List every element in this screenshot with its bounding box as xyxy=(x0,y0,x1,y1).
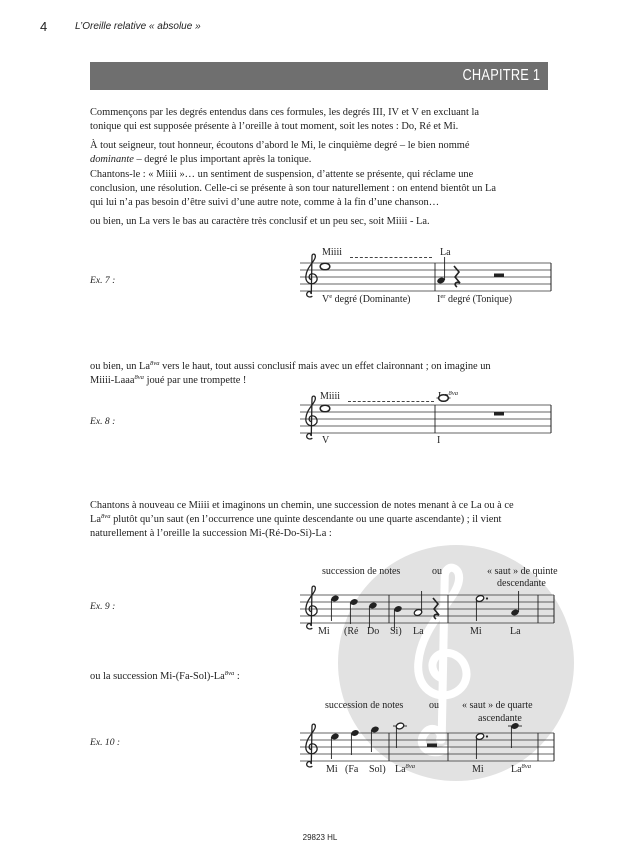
treble-clef-icon xyxy=(306,724,317,767)
staff-lines xyxy=(300,263,551,291)
ex9-above-jump-1: « saut » de quinte xyxy=(487,566,558,577)
text-segment: ou bien, un La xyxy=(90,361,151,372)
note-la-quarter xyxy=(436,257,445,284)
degree-sup: e xyxy=(329,293,333,300)
ex9-above-path: succession de notes xyxy=(322,566,401,577)
paragraph-4: ou bien, un La vers le bas au caractère très conclusif et un peu sec, soit Miiii - La. xyxy=(90,216,430,227)
running-title: L’Oreille relative « absolue » xyxy=(75,21,201,32)
page-number: 4 xyxy=(40,19,48,34)
ex7-above-left: Miiii xyxy=(322,247,343,258)
note-mi-quarter xyxy=(330,733,339,759)
whole-rest xyxy=(494,412,504,416)
paragraph-1-line-1: Commençons par les degrés entendus dans ces formules, les degrés III, IV et V en excluant la xyxy=(90,107,479,118)
degree-numeral: V xyxy=(322,294,330,305)
ex10-below-note-5: Mi xyxy=(472,764,484,775)
text-segment: joué par une trompette ! xyxy=(143,375,247,386)
paragraph-7 xyxy=(90,670,240,684)
treble-clef-icon xyxy=(306,396,317,439)
treble-clef-icon xyxy=(306,254,317,297)
ex10-label: Ex. 10 : xyxy=(90,737,121,748)
ex10-below-note-3: Sol) xyxy=(369,764,386,775)
ex9-label: Ex. 9 : xyxy=(90,601,116,612)
ex8-below-right: I xyxy=(437,435,441,446)
ex7-above-right: La xyxy=(440,247,451,258)
ex10-above-or: ou xyxy=(429,700,439,711)
paragraph-6-line-2 xyxy=(90,513,501,527)
text-segment: Miiii-Laaa xyxy=(90,375,135,386)
half-rest xyxy=(494,274,504,278)
ottava-mark: 8va xyxy=(224,670,235,677)
ex7-below-left xyxy=(322,294,410,307)
note-mi-dotted-half xyxy=(475,733,488,759)
ottava-mark: 8va xyxy=(150,360,160,367)
ottava-mark: 8va xyxy=(100,513,111,520)
paragraph-2-line-1: À tout seigneur, tout honneur, écoutons d’abord le Mi, le cinquième degré – le bien nommé xyxy=(90,140,470,151)
note-name: La xyxy=(395,764,406,775)
note-la-8va-half xyxy=(393,722,407,748)
ex9-above-jump-2: descendante xyxy=(497,578,546,589)
note-do-quarter xyxy=(368,602,377,628)
note-fa-quarter xyxy=(350,729,359,755)
ottava-mark: 8va xyxy=(521,763,532,770)
ex10-below-note-1: Mi xyxy=(326,764,338,775)
note-mi-whole xyxy=(320,263,330,270)
paragraph-5-line-1 xyxy=(90,360,491,374)
paragraph-3-line-3: qui lui n’a pas besoin d’être suivi d’une autre note, comme à la fin d’une chanson… xyxy=(90,197,440,208)
ottava-mark: 8va xyxy=(405,763,416,770)
note-la-8va-whole xyxy=(437,395,451,402)
text-segment: La xyxy=(90,514,101,525)
text-segment: plutôt qu’un saut (en l’occurrence une quinte descendante ou une quarte ascendante) ; il vient xyxy=(110,514,502,525)
staff-lines xyxy=(300,405,551,433)
ex8-below-left: V xyxy=(322,435,330,446)
note-la-8va-quarter xyxy=(508,722,522,748)
half-rest xyxy=(427,744,437,748)
ex10-below-note-6 xyxy=(511,764,531,777)
ex9-below-note-7: La xyxy=(510,626,521,637)
note-mi-quarter xyxy=(330,595,339,621)
ex9-below-note-4: Si) xyxy=(390,626,402,637)
ex10-below-note-2: (Fa xyxy=(345,764,359,775)
ottava-mark: 8va xyxy=(134,374,144,381)
note-mi-dotted-half xyxy=(475,595,488,621)
ex10-below-note-4 xyxy=(395,764,415,777)
text-segment: vers le haut, tout aussi conclusif mais avec un effet claironnant ; on imagine un xyxy=(159,361,491,372)
chapter-title: CHAPITRE 1 xyxy=(462,67,540,84)
ex9-below-note-2: (Ré xyxy=(344,626,359,637)
paragraph-2-line-2 xyxy=(90,153,311,166)
ex8-above-left: Miiii xyxy=(320,391,341,402)
ex7-below-right xyxy=(437,294,512,307)
ex9-below-note-3: Do xyxy=(367,626,380,637)
ex10-above-jump-1: « saut » de quarte xyxy=(462,700,533,711)
ex9-below-note-1: Mi xyxy=(318,626,330,637)
text-segment: : xyxy=(234,671,240,682)
note-name: La xyxy=(511,764,522,775)
ex7-label: Ex. 7 : xyxy=(90,275,116,286)
chapter-banner xyxy=(90,62,548,90)
note-mi-whole xyxy=(320,405,330,412)
ex10-above-jump-2: ascendante xyxy=(478,713,522,724)
degree-sup: er xyxy=(440,293,446,300)
paragraph-2-line-2-rest: – degré le plus important après la tonique. xyxy=(133,154,312,165)
italic-term: dominante xyxy=(90,154,134,165)
ottava-mark: 8va xyxy=(448,390,459,397)
ex9-below-note-5: La xyxy=(413,626,424,637)
ex8-label: Ex. 8 : xyxy=(90,416,116,427)
paragraph-5-line-2 xyxy=(90,374,246,388)
degree-text: degré (Tonique) xyxy=(445,294,512,305)
degree-text: degré (Dominante) xyxy=(332,294,411,305)
paragraph-3-line-1: Chantons-le : « Miiii »… un sentiment de suspension, d’attente se présente, qui réclame une xyxy=(90,169,474,180)
note-re-quarter xyxy=(349,598,358,624)
paragraph-3-line-2: conclusion, une résolution. Celle-ci se présente à son tour naturellement : on entend bientôt un La xyxy=(90,183,496,194)
note-sol-quarter xyxy=(370,726,379,752)
paragraph-6-line-1: Chantons à nouveau ce Miiii et imaginons un chemin, une succession de notes menant à ce La ou à ce xyxy=(90,500,514,511)
ex8-staff xyxy=(298,393,556,445)
ex9-below-note-6: Mi xyxy=(470,626,482,637)
paragraph-6-line-3: naturellement à l’oreille la succession Mi-(Ré-Do-Si)-La : xyxy=(90,528,332,539)
ex9-above-or: ou xyxy=(432,566,442,577)
paragraph-1-line-2: tonique qui est supposée présente à l’oreille à tout moment, soit les notes : Do, Ré et Mi. xyxy=(90,121,459,132)
ex10-above-path: succession de notes xyxy=(325,700,404,711)
text-segment: ou la succession Mi-(Fa-Sol)-La xyxy=(90,671,225,682)
degree-numeral: I xyxy=(437,294,441,305)
treble-clef-icon xyxy=(306,586,317,629)
catalog-code: 29823 HL xyxy=(302,833,338,842)
